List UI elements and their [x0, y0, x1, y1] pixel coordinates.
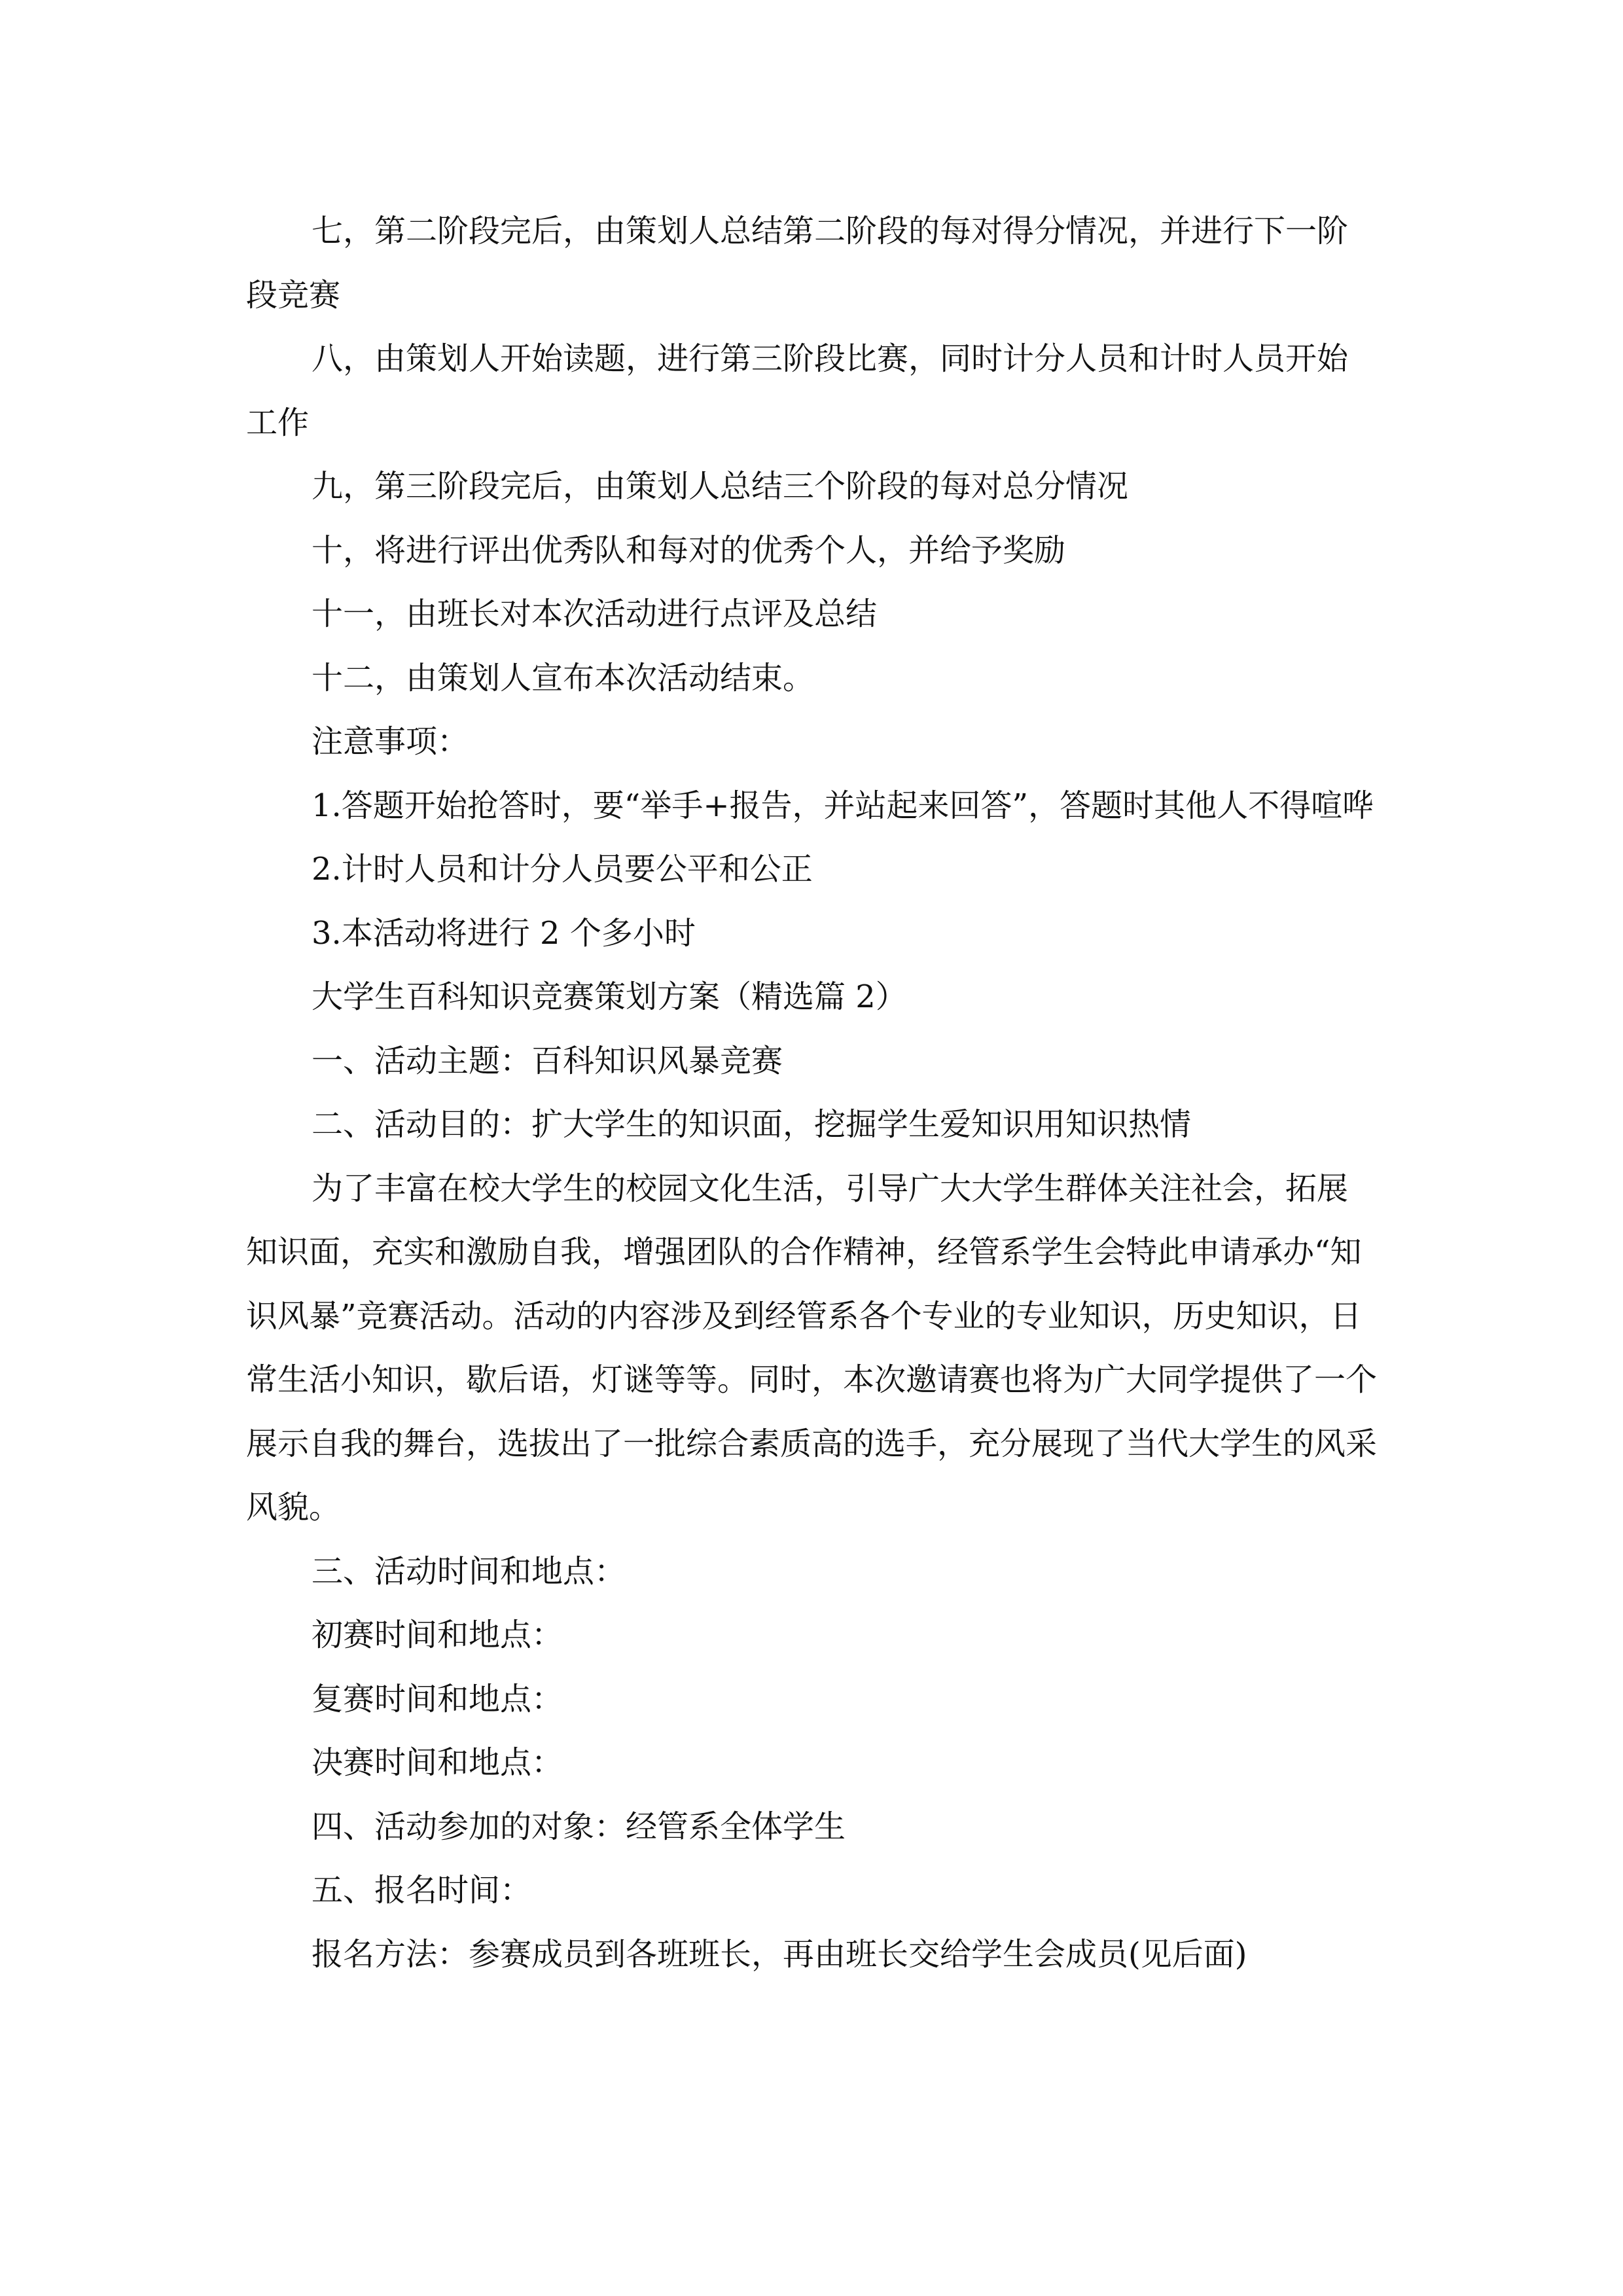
final-time-place: 决赛时间和地点： [312, 1744, 563, 1781]
activity-purpose: 二、活动目的：扩大学生的知识面，挖掘学生爱知识用知识热情 [312, 1106, 1192, 1143]
note-item-1: 1.答题开始抢答时，要“举手+报告，并站起来回答”，答题时其他人不得喧哗 [312, 787, 1374, 824]
participants: 四、活动参加的对象：经管系全体学生 [312, 1808, 846, 1845]
time-and-place-heading: 三、活动时间和地点： [312, 1552, 626, 1590]
document-body [246, 200, 1378, 1986]
paragraph-step-9: 九，第三阶段完后，由策划人总结三个阶段的每对总分情况 [312, 468, 1129, 505]
paragraph-step-7: 七，第二阶段完后，由策划人总结第二阶段的每对得分情况，并进行下一阶段竞赛 [246, 213, 1349, 314]
semifinal-time-place: 复赛时间和地点： [312, 1680, 563, 1717]
purpose-description: 为了丰富在校大学生的校园文化生活，引导广大大学生群体关注社会，拓展知识面，充实和激励自我，增强团队的合作精神，经管系学生会特此申请承办“知识风暴”竞赛活动。活动的内容涉及到经管系各个专业的专业知识，历史知识，日常生活小知识，歇后语，灯谜等等。同时，本次邀请赛也将为广大同学提供了一个展示自我的舞台，选拔出了一批综合素质高的选手，充分展现了当代大学生的风采风貌。 [246, 1170, 1378, 1526]
paragraph-step-8: 八，由策划人开始读题，进行第三阶段比赛，同时计分人员和计时人员开始工作 [246, 340, 1349, 441]
notes-heading: 注意事项： [312, 723, 469, 760]
registration-time: 五、报名时间： [312, 1872, 532, 1909]
activity-theme: 一、活动主题：百科知识风暴竞赛 [312, 1042, 783, 1079]
preliminary-time-place: 初赛时间和地点： [312, 1617, 563, 1653]
paragraph-step-12: 十二，由策划人宣布本次活动结束。 [312, 659, 815, 696]
paragraph-step-10: 十，将进行评出优秀队和每对的优秀个人，并给予奖励 [312, 531, 1066, 569]
section-title: 大学生百科知识竞赛策划方案（精选篇 2） [312, 978, 907, 1015]
paragraph-step-11: 十一，由班长对本次活动进行点评及总结 [312, 596, 878, 632]
registration-method: 报名方法：参赛成员到各班班长，再由班长交给学生会成员(见后面) [312, 1935, 1247, 1973]
note-item-3: 3.本活动将进行 2 个多小时 [312, 914, 696, 952]
note-item-2: 2.计时人员和计分人员要公平和公正 [312, 851, 813, 888]
